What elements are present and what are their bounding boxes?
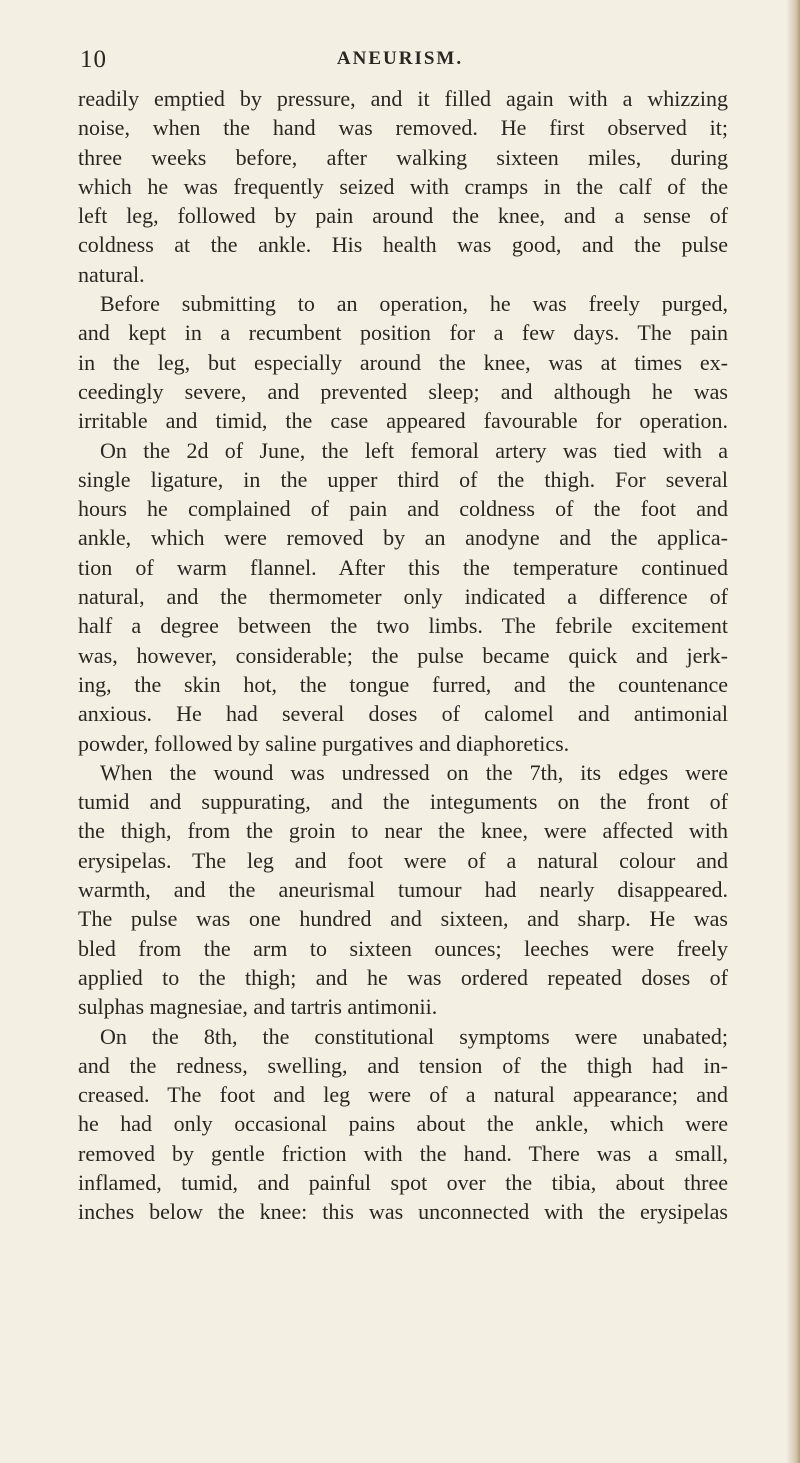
- text-line: irritable and timid, the case appeared favourable for operation.: [78, 408, 728, 434]
- text-line: left leg, followed by pain around the knee, and a sense of: [78, 203, 728, 229]
- text-line: Before submitting to an operation, he was freely purged,: [100, 291, 728, 317]
- text-line: natural, and the thermometer only indicated a difference of: [78, 584, 728, 610]
- text-line: natural.: [78, 261, 145, 287]
- text-line: inches below the knee: this was unconnected with the erysipelas: [78, 1199, 728, 1225]
- text-line: On the 8th, the constitutional symptoms were unabated;: [100, 1023, 728, 1049]
- text-line: On the 2d of June, the left femoral artery was tied with a: [100, 437, 728, 463]
- text-line: which he was frequently seized with cramps in the calf of the: [78, 173, 728, 199]
- text-line: hours he complained of pain and coldness of the foot and: [78, 496, 728, 522]
- text-line: sulphas magnesiae, and tartris antimonii.: [78, 994, 438, 1020]
- text-line: he had only occasional pains about the ankle, which were: [78, 1111, 728, 1137]
- text-line: noise, when the hand was removed. He first observed it;: [78, 115, 728, 141]
- page-edge-shadow: [786, 0, 800, 1463]
- text-line: coldness at the ankle. His health was good, and the pulse: [78, 232, 728, 258]
- text-line: the thigh, from the groin to near the knee, were affected with: [78, 818, 728, 844]
- page-number: 10: [80, 46, 107, 73]
- text-line: warmth, and the aneurismal tumour had nearly disappeared.: [78, 877, 728, 903]
- text-line: inflamed, tumid, and painful spot over the tibia, about three: [78, 1169, 728, 1195]
- page-header: [80, 46, 720, 76]
- text-line: removed by gentle friction with the hand. There was a small,: [78, 1140, 728, 1166]
- text-line: was, however, considerable; the pulse became quick and jerk-: [78, 642, 728, 668]
- text-line: bled from the arm to sixteen ounces; leeches were freely: [78, 935, 728, 961]
- text-line: applied to the thigh; and he was ordered repeated doses of: [78, 964, 728, 990]
- text-line: powder, followed by saline purgatives and diaphoretics.: [78, 730, 570, 756]
- text-line: ankle, which were removed by an anodyne and the applica-: [78, 525, 728, 551]
- text-line: single ligature, in the upper third of the thigh. For several: [78, 466, 728, 492]
- text-line: The pulse was one hundred and sixteen, and sharp. He was: [78, 906, 728, 932]
- text-line: in the leg, but especially around the knee, was at times ex-: [78, 349, 728, 375]
- text-line: ceedingly severe, and prevented sleep; and although he was: [78, 378, 728, 404]
- text-line: and kept in a recumbent position for a few days. The pain: [78, 320, 728, 346]
- body-text: [78, 84, 728, 1227]
- text-line: tumid and suppurating, and the integuments on the front of: [78, 789, 728, 815]
- text-line: three weeks before, after walking sixteen miles, during: [78, 144, 728, 170]
- text-line: and the redness, swelling, and tension of the thigh had in-: [78, 1052, 728, 1078]
- text-line: tion of warm flannel. After this the temperature continued: [78, 554, 728, 580]
- running-head: ANEURISM.: [336, 48, 464, 69]
- text-line: erysipelas. The leg and foot were of a natural colour and: [78, 847, 728, 873]
- text-line: readily emptied by pressure, and it filled again with a whizzing: [78, 86, 728, 111]
- text-line: ing, the skin hot, the tongue furred, and the countenance: [78, 671, 728, 697]
- text-line: creased. The foot and leg were of a natural appearance; and: [78, 1082, 728, 1108]
- text-line: When the wound was undressed on the 7th, its edges were: [100, 759, 728, 785]
- text-line: half a degree between the two limbs. The febrile excitement: [78, 613, 728, 639]
- text-line: anxious. He had several doses of calomel and antimonial: [78, 701, 728, 727]
